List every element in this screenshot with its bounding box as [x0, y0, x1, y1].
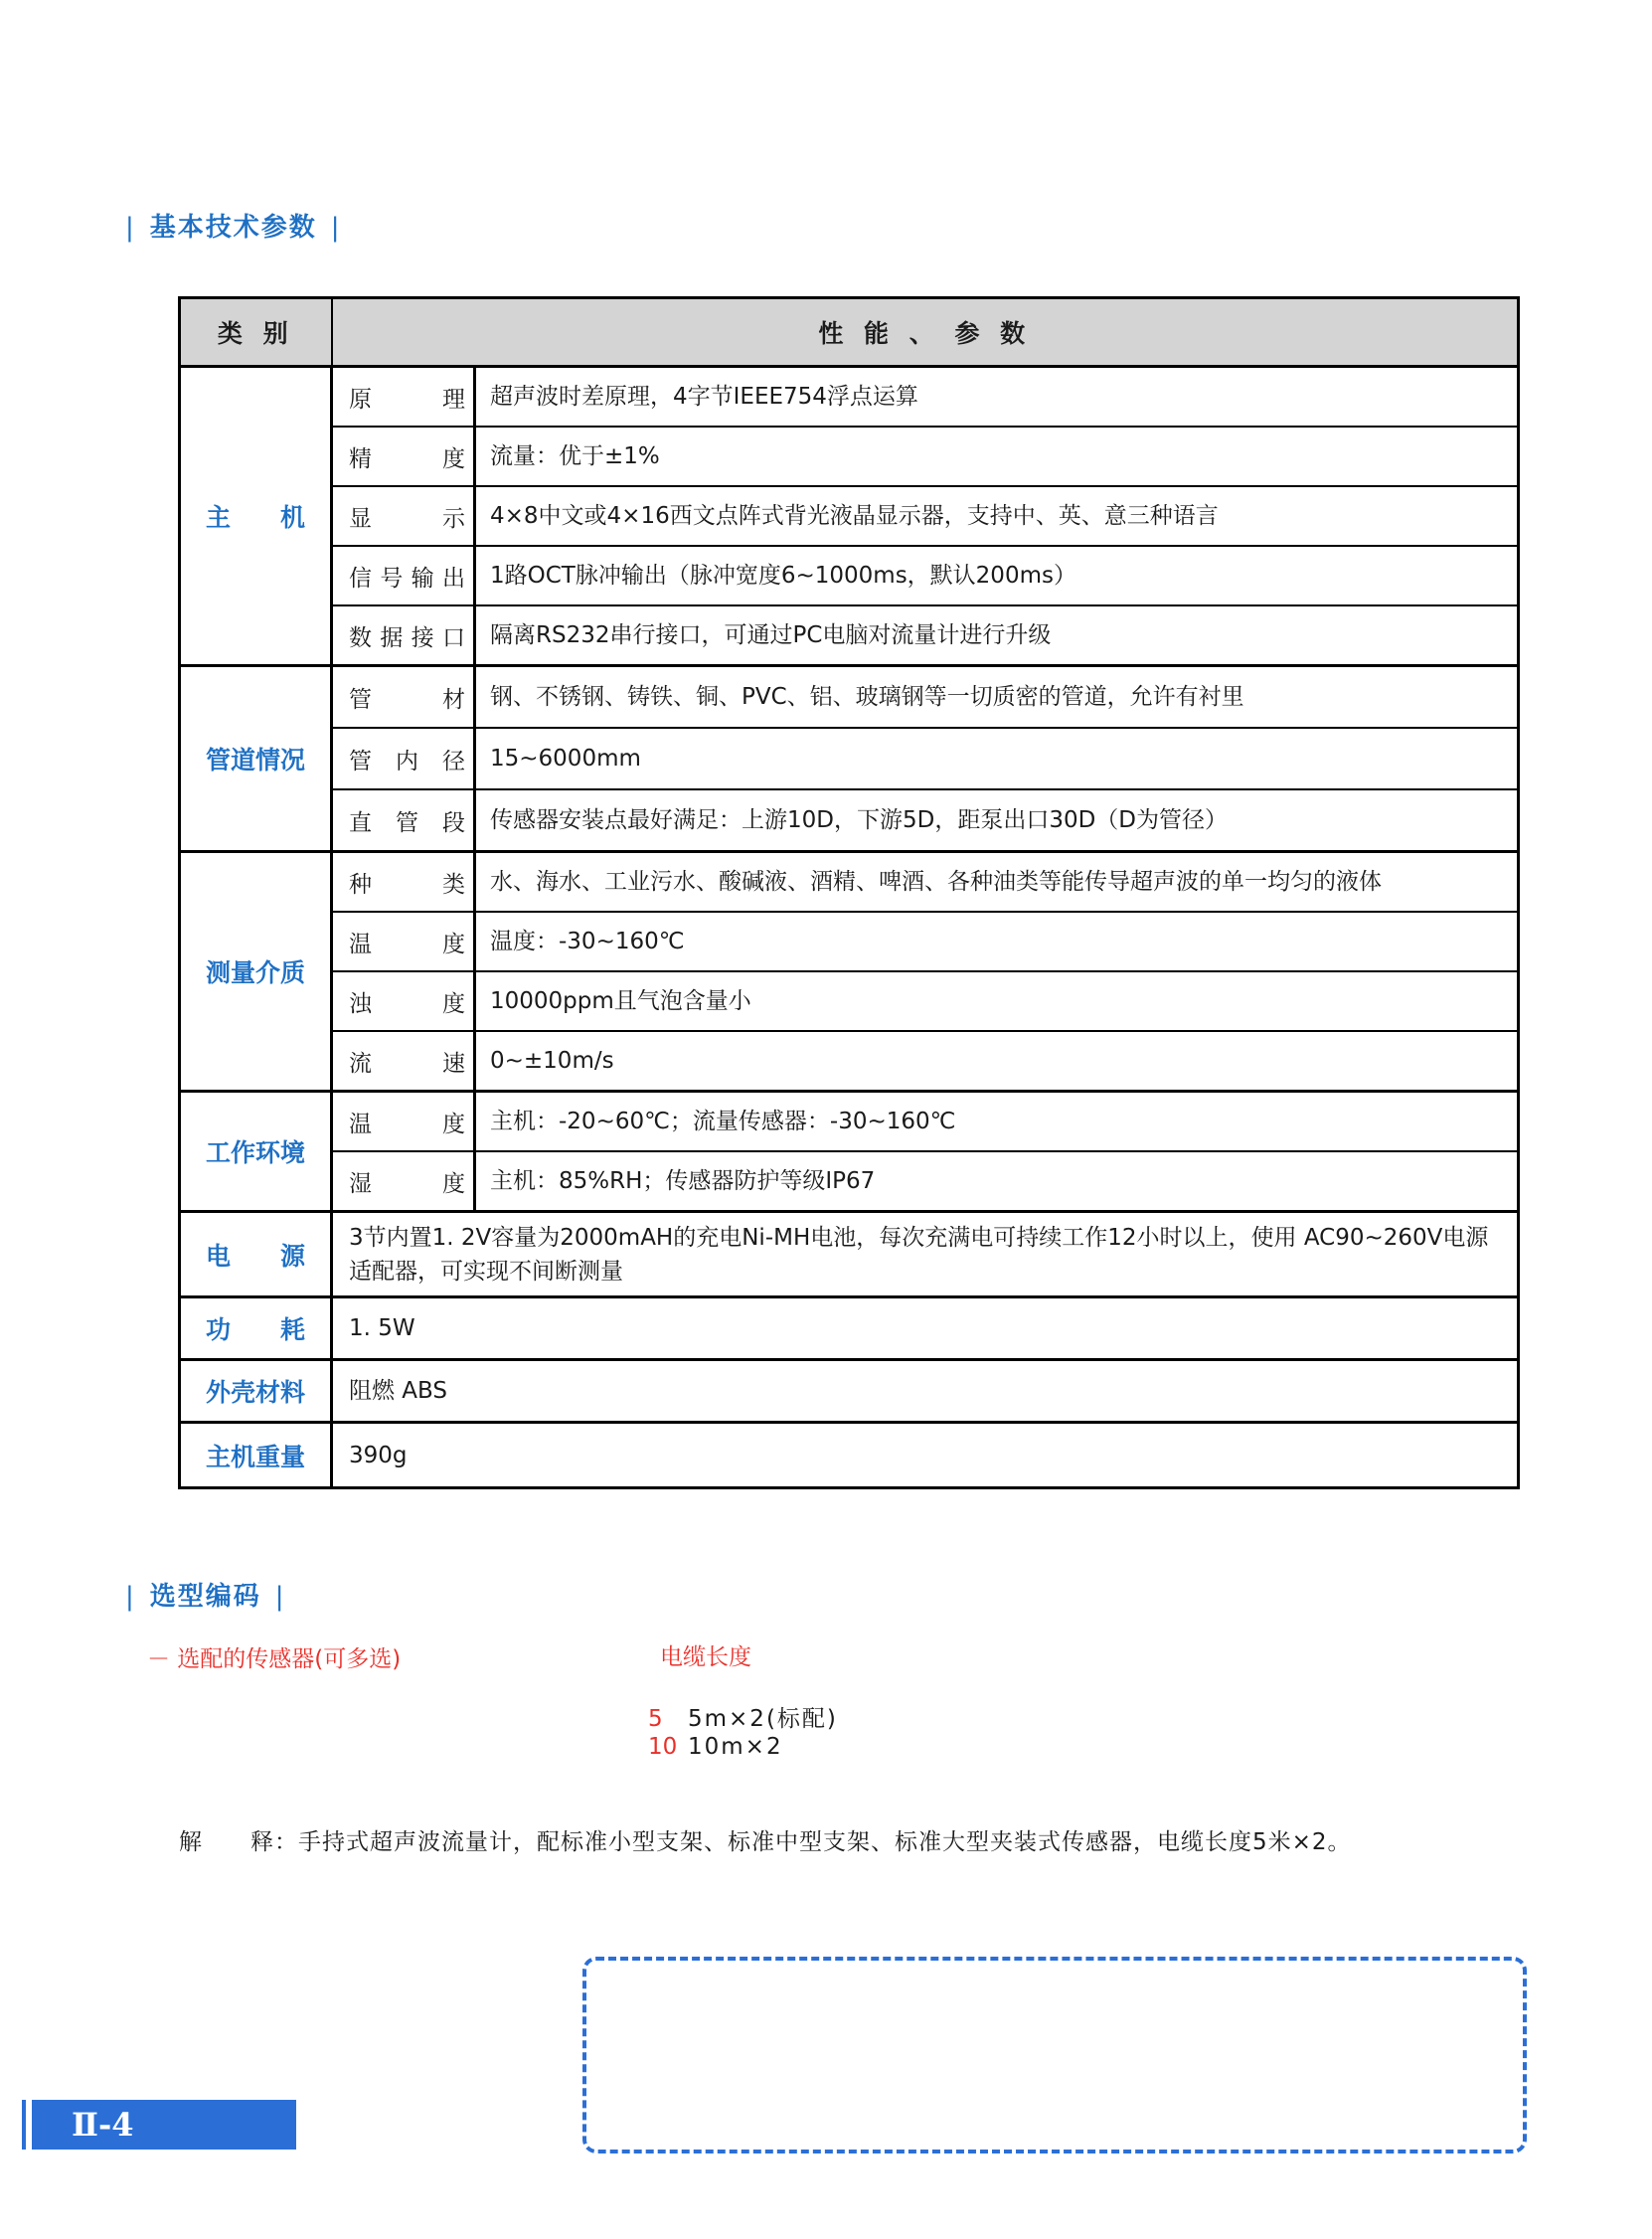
table-row: [180, 1092, 1519, 1152]
group-shell: 外壳材料: [180, 1360, 332, 1423]
cable-length-label: 电缆长度: [660, 1644, 751, 1670]
row-label: 原理: [332, 367, 475, 428]
row-value: 超声波时差原理，4字节IEEE754浮点运算: [475, 367, 1519, 428]
section-title-text: 基本技术参数: [149, 213, 317, 243]
row-value: 传感器安装点最好满足：上游10D，下游5D，距泵出口30D（D为管径）: [475, 789, 1519, 852]
row-label: 精度: [332, 427, 475, 486]
cable-option-item: [648, 1734, 783, 1760]
group-consumption: 功 耗: [180, 1297, 332, 1360]
table-row: [180, 912, 1519, 971]
table-row: [180, 1297, 1519, 1360]
table-row: [180, 852, 1519, 913]
row-value: 15~6000mm: [475, 728, 1519, 789]
row-label: 显示: [332, 486, 475, 546]
cable-option-desc: 10m×2: [688, 1734, 783, 1760]
section-title-model-code: | 选型编码 |: [125, 1582, 286, 1612]
table-header-row: [180, 298, 1519, 367]
cable-option-desc: 5m×2(标配): [688, 1706, 838, 1732]
row-label: 湿度: [332, 1151, 475, 1212]
row-label: 直管段: [332, 789, 475, 852]
table-row: [180, 486, 1519, 546]
row-label: 流速: [332, 1031, 475, 1092]
header-category: 类 别: [180, 298, 332, 367]
section-title-text: 选型编码: [149, 1582, 261, 1612]
row-value: 1路OCT脉冲输出（脉冲宽度6~1000ms，默认200ms）: [475, 546, 1519, 605]
table-row: [180, 971, 1519, 1031]
group-power: 电 源: [180, 1212, 332, 1297]
note: [179, 1823, 1352, 1856]
note-label: 解 释：: [179, 1829, 298, 1855]
table-row: [180, 427, 1519, 486]
table-row: [180, 605, 1519, 666]
cable-option-item: [648, 1700, 838, 1733]
section-title-basic-params: | 基本技术参数 |: [125, 213, 342, 243]
page-number-tab: [22, 2100, 296, 2150]
page-tab-stripes: [22, 2100, 36, 2150]
group-pipe: 管道情况: [180, 666, 332, 852]
table-row: [180, 789, 1519, 852]
group-host: 主 机: [180, 367, 332, 666]
row-label: 种类: [332, 852, 475, 913]
row-value: 4×8中文或4×16西文点阵式背光液晶显示器，支持中、英、意三种语言: [475, 486, 1519, 546]
row-value: 10000ppm且气泡含量小: [475, 971, 1519, 1031]
row-value-weight: 390g: [332, 1423, 1519, 1488]
table-row: [180, 367, 1519, 428]
row-value: 水、海水、工业污水、酸碱液、酒精、啤酒、各种油类等能传导超声波的单一均匀的液体: [475, 852, 1519, 913]
row-value: 主机：85%RH；传感器防护等级IP67: [475, 1151, 1519, 1212]
table-row: [180, 546, 1519, 605]
spec-table: [178, 296, 1520, 1489]
table-row: [180, 666, 1519, 729]
row-label: 浊度: [332, 971, 475, 1031]
group-weight: 主机重量: [180, 1423, 332, 1488]
table-row: [180, 1151, 1519, 1212]
header-params: 性 能 、 参 数: [332, 298, 1519, 367]
row-label: 管材: [332, 666, 475, 729]
table-row: [180, 1360, 1519, 1423]
row-value: 钢、不锈钢、铸铁、铜、PVC、铝、玻璃钢等一切质密的管道，允许有衬里: [475, 666, 1519, 729]
cable-option-code: 10: [648, 1734, 678, 1760]
table-row: [180, 1423, 1519, 1488]
row-label: 管内径: [332, 728, 475, 789]
row-label: 数据接口: [332, 605, 475, 666]
row-value: 温度：-30~160℃: [475, 912, 1519, 971]
page-number: Ⅱ-4: [72, 2106, 134, 2144]
row-value: 主机：-20~60℃；流量传感器：-30~160℃: [475, 1092, 1519, 1152]
row-label: 温度: [332, 912, 475, 971]
row-value: 流量：优于±1%: [475, 427, 1519, 486]
table-row: [180, 728, 1519, 789]
row-value: 0~±10m/s: [475, 1031, 1519, 1092]
table-row: [180, 1212, 1519, 1297]
row-value: 隔离RS232串行接口，可通过PC电脑对流量计进行升级: [475, 605, 1519, 666]
group-medium: 测量介质: [180, 852, 332, 1092]
row-label: 温度: [332, 1092, 475, 1152]
row-value-shell: 阻燃 ABS: [332, 1360, 1519, 1423]
row-label: 信号输出: [332, 546, 475, 605]
cable-option-code: 5: [648, 1706, 663, 1732]
note-text: 手持式超声波流量计，配标准小型支架、标准中型支架、标准大型夹装式传感器，电缆长度5米×2。: [298, 1829, 1352, 1855]
row-value-power: 3节内置1. 2V容量为2000mAH的充电Ni-MH电池，每次充满电可持续工作12小时以上，使用 AC90~260V电源适配器，可实现不间断测量: [332, 1212, 1519, 1297]
table-row: [180, 1031, 1519, 1092]
dashed-box: [582, 1957, 1527, 2153]
sensor-option-label: － 选配的传感器(可多选): [147, 1646, 402, 1672]
group-env: 工作环境: [180, 1092, 332, 1212]
row-value-consumption: 1. 5W: [332, 1297, 1519, 1360]
